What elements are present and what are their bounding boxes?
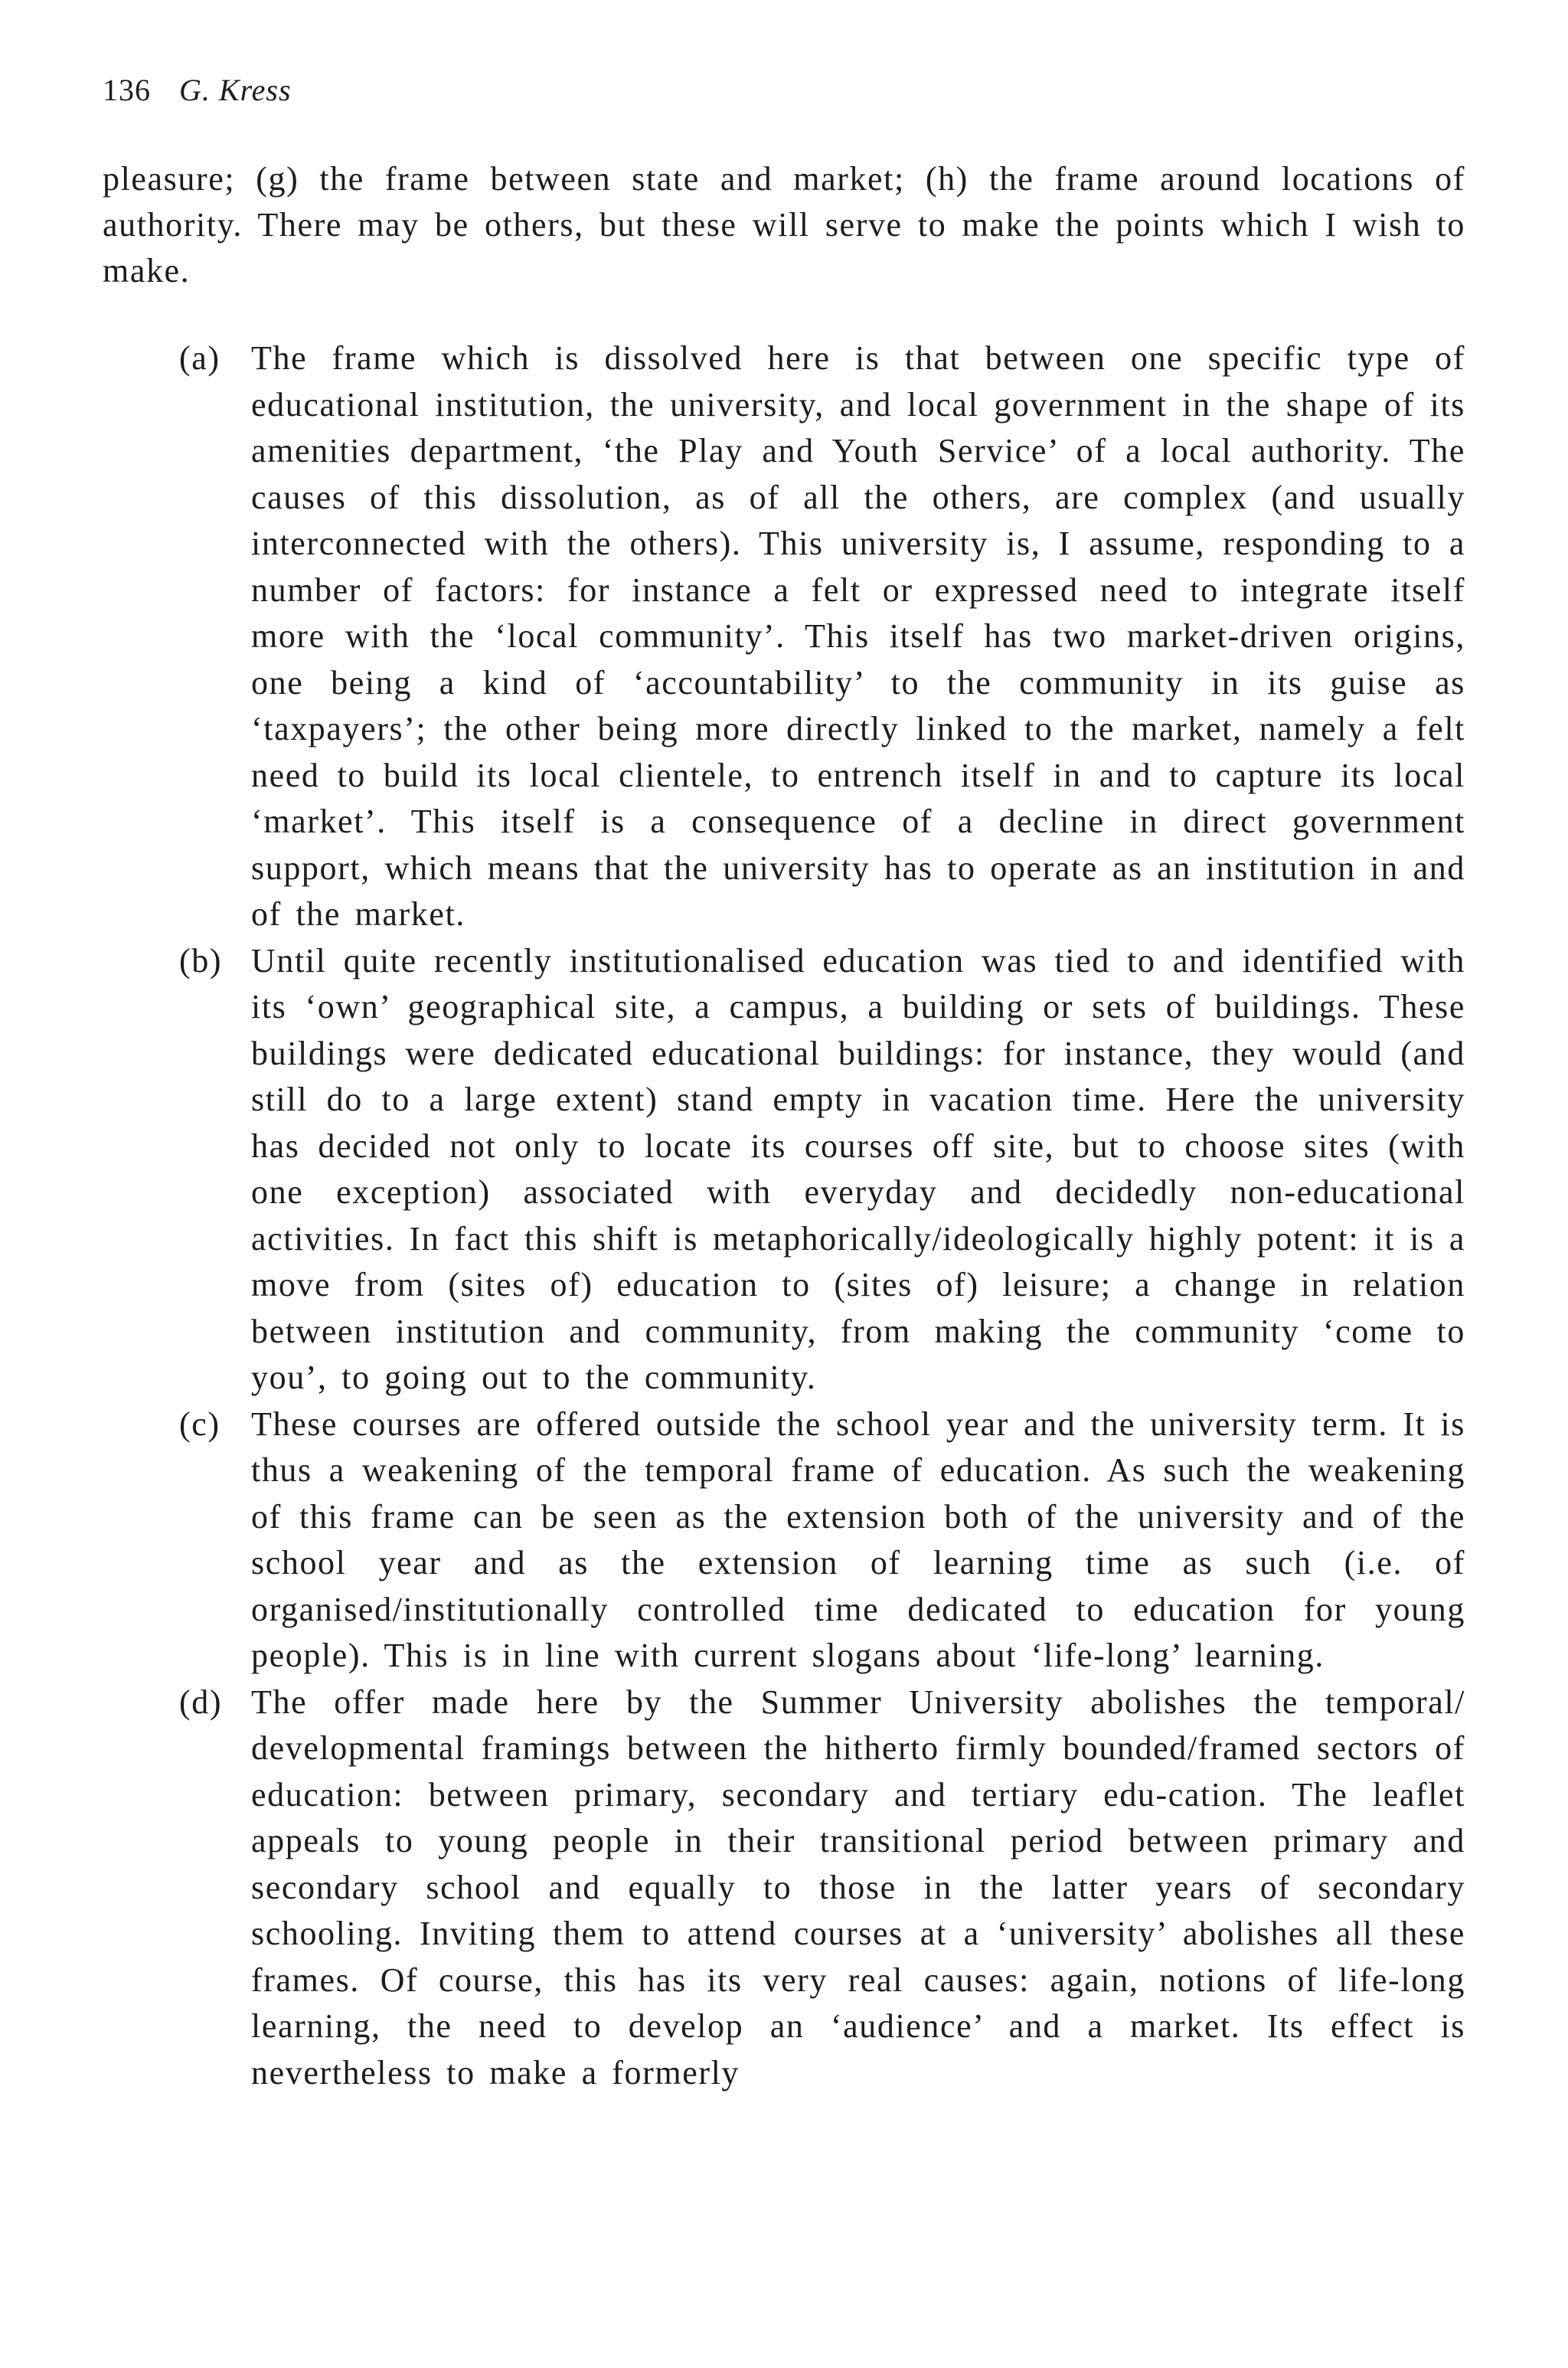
list-marker: (a) [179,339,220,377]
running-head [103,70,1465,110]
list-marker: (b) [179,941,223,980]
list-item-b [103,938,1465,1402]
running-head-author: G. Kress [179,73,292,107]
list-item-text: These courses are offered outside the school year and the university term. It is thus a weakening of the temporal frame of education. As such the weakening of this frame can be seen as the extension both of the university and of the school year and as the extension of learning time as such (i.e. of organised/institutionally controlled time dedicated to education for young people). This is in line with current slogans about ‘life-long’ learning. [251,1405,1465,1674]
list-item-text: Until quite recently institutionalised education was tied to and identified with its ‘own’ geographical site, a campus, a building or sets of buildings. These buildings were dedicated educational buildings: for instance, they would (and still do to a large extent) stand empty in vacation time. Here the university has decided not only to locate its courses off site, but to choose sites (with one exception) associated with everyday and decidedly non-educational activities. In fact this shift is metaphorically/ideologically highly potent: it is a move from (sites of) education to (sites of) leisure; a change in relation between institution and community, from making the community ‘come to you’, to going out to the community. [251,941,1465,1396]
list-item-text: The offer made here by the Summer University abolishes the temporal/ developmental framings between the hitherto firmly bounded/framed sectors of education: between primary, secondary and tertiary edu-cation. The leaflet appeals to young people in their transitional period between primary and secondary school and equally to those in the latter years of secondary schooling. Inviting them to attend courses at a ‘university’ abolishes all these frames. Of course, this has its very real causes: again, notions of life-long learning, the need to develop an ‘audience’ and a market. Its effect is nevertheless to make a formerly [251,1683,1465,2092]
list-item-a [103,335,1465,938]
list-item-c [103,1402,1465,1680]
enumerated-list [103,335,1465,2096]
list-item-d [103,1680,1465,2097]
list-marker: (c) [179,1405,220,1443]
list-item-text: The frame which is dissolved here is that between one specific type of educational institution, the university, and local government in the shape of its amenities department, ‘the Play and Youth Service’ of a local authority. The causes of this dissolution, as of all the others, are complex (and usually interconnected with the others). This university is, I assume, responding to a number of factors: for instance a felt or expressed need to integrate itself more with the ‘local community’. This itself has two market-driven origins, one being a kind of ‘accountability’ to the community in its guise as ‘taxpayers’; the other being more directly linked to the market, namely a felt need to build its local clientele, to entrench itself in and to capture its local ‘market’. This itself is a consequence of a decline in direct government support, which means that the university has to operate as an institution in and of the market. [251,339,1465,933]
page [103,70,1465,2096]
list-marker: (d) [179,1683,223,1721]
intro-paragraph: pleasure; (g) the frame between state and market; (h) the frame around locations of authority. There may be others, but these will serve to make the points which I wish to make. [103,160,1465,289]
page-number: 136 [103,73,151,107]
